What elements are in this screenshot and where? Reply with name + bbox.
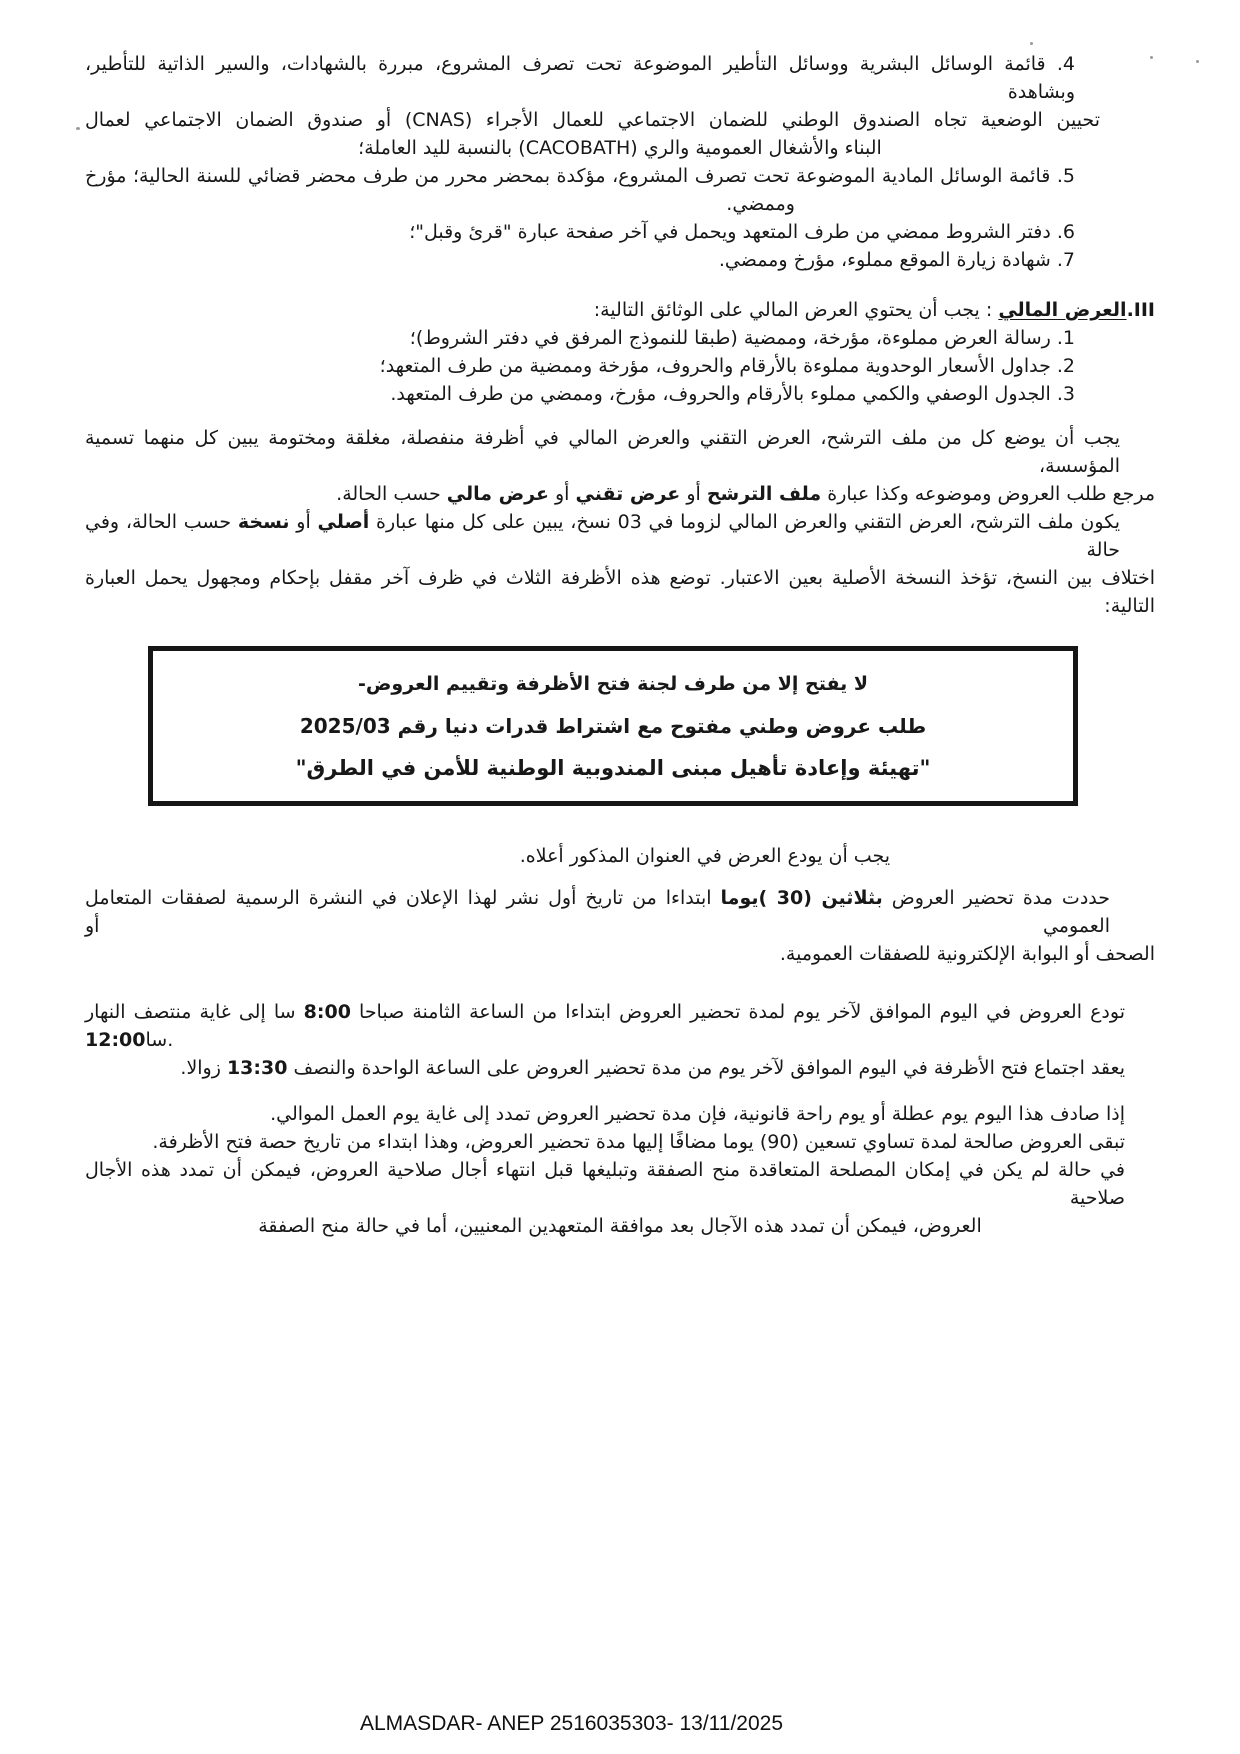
preparation-period-line-2: الصحف أو البوابة الإلكترونية للصفقات العمومية. bbox=[779, 943, 1155, 965]
candidacy-item-4-line-1: 4. قائمة الوسائل البشرية ووسائل التأطير الموضوعة تحت تصرف المشروع، مبررة بالشهادات، والسير الذاتية للتأطير، وبشاهدة bbox=[85, 53, 1075, 103]
candidacy-item-5-line-1: 5. قائمة الوسائل المادية الموضوعة تحت تصرف المشروع، مؤكدة بمحضر محرر من طرف محضر قضائي للسنة الحالية؛ مؤرخ bbox=[85, 165, 1075, 187]
validity-line-3: في حالة لم يكن في إمكان المصلحة المتعاقدة منح الصفقة وتبليغها قبل انتهاء أجال صلاحية العروض، فيمكن أن تمدد هذه الأجال صلاحية bbox=[85, 1159, 1125, 1209]
envelope-notice-box bbox=[148, 646, 1078, 806]
candidacy-item-4-line-2: تحيين الوضعية تجاه الصندوق الوطني للضمان الاجتماعي للعمال الأجراء (CNAS) أو صندوق الضمان الاجتماعي لعمال bbox=[85, 109, 1100, 131]
anep-footer: ALMASDAR- ANEP 2516035303- 13/11/2025 bbox=[360, 1712, 784, 1735]
notice-box-line-1: لا يفتح إلا من طرف لجنة فتح الأظرفة وتقييم العروض- bbox=[357, 673, 869, 695]
financial-offer-heading: III.العرض المالي : يجب أن يحتوي العرض المالي على الوثائق التالية: bbox=[593, 299, 1155, 321]
notice-box-project-title: "تهيئة وإعادة تأهيل مبنى المندوبية الوطنية للأمن في الطرق" bbox=[295, 756, 931, 780]
scan-speck bbox=[1030, 42, 1033, 45]
deposit-address-note: يجب أن يودع العرض في العنوان المذكور أعلاه. bbox=[519, 845, 890, 867]
candidacy-item-7: 7. شهادة زيارة الموقع مملوء، مؤرخ وممضي. bbox=[718, 249, 1075, 271]
financial-item-3: 3. الجدول الوصفي والكمي مملوء بالأرقام والحروف، مؤرخ، وممضي من طرف المتعهد. bbox=[390, 383, 1075, 405]
submission-hours-line-2: 12:00سا. bbox=[85, 1029, 174, 1051]
submission-hours-line-1: تودع العروض في اليوم الموافق لآخر يوم لمدة تحضير العروض ابتداءا من الساعة الثامنة صباحا 8:00 سا إلى غاية منتصف النهار bbox=[85, 1001, 1125, 1023]
financial-item-2: 2. جداول الأسعار الوحدوية مملوءة بالأرقام والحروف، مؤرخة وممضية من طرف المتعهد؛ bbox=[379, 355, 1075, 377]
validity-line-1: إذا صادف هذا اليوم يوم عطلة أو يوم راحة قانونية، فإن مدة تحضير العروض تمدد إلى غاية يوم العمل الموالي. bbox=[270, 1103, 1125, 1125]
opening-meeting-line: يعقد اجتماع فتح الأظرفة في اليوم الموافق لآخر يوم من مدة تحضير العروض على الساعة الواحدة والنصف 13:30 زوالا. bbox=[180, 1057, 1125, 1079]
validity-line-2: تبقى العروض صالحة لمدة تساوي تسعين (90) يوما مضافًا إليها مدة تحضير العروض، وهذا ابتداء من تاريخ حصة فتح الأظرفة. bbox=[152, 1131, 1125, 1153]
preparation-period-line-1: حددت مدة تحضير العروض بثلاثين (30 )يوما ابتداءا من تاريخ أول نشر لهذا الإعلان في النشرة الرسمية لصفقات المتعامل العمومي أو bbox=[85, 887, 1110, 937]
candidacy-item-5-line-2: وممضي. bbox=[726, 193, 795, 215]
notice-box-tender-number: طلب عروض وطني مفتوح مع اشتراط قدرات دنيا رقم 2025/03 bbox=[299, 714, 927, 738]
financial-item-1: 1. رسالة العرض مملوءة، مؤرخة، وممضية (طبقا للنموذج المرفق في دفتر الشروط)؛ bbox=[409, 327, 1075, 349]
envelopes-paragraph-1-line-2: مرجع طلب العروض وموضوعه وكذا عبارة ملف الترشح أو عرض تقني أو عرض مالي حسب الحالة. bbox=[336, 483, 1155, 505]
envelopes-paragraph-2-line-2: اختلاف بين النسخ، تؤخذ النسخة الأصلية بعين الاعتبار. توضع هذه الأظرفة الثلاث في ظرف آخر مقفل بإحكام ومجهول يحمل العبارة التالية: bbox=[85, 567, 1155, 617]
scan-speck bbox=[76, 127, 80, 130]
envelopes-paragraph-2-line-1: يكون ملف الترشح، العرض التقني والعرض المالي لزوما في 03 نسخ، يبين على كل منها عبارة أصلي أو نسخة حسب الحالة، وفي حالة bbox=[85, 511, 1120, 561]
candidacy-item-6: 6. دفتر الشروط ممضي من طرف المتعهد ويحمل في آخر صفحة عبارة "قرئ وقبل"؛ bbox=[409, 221, 1075, 243]
envelopes-paragraph-1-line-1: يجب أن يوضع كل من ملف الترشح، العرض التقني والعرض المالي في أظرفة منفصلة، مغلقة ومختومة يبين كل منهما تسمية المؤسسة، bbox=[85, 427, 1120, 477]
validity-line-4: العروض، فيمكن أن تمدد هذه الآجال بعد موافقة المتعهدين المعنيين، أما في حالة منح الصفقة bbox=[258, 1215, 982, 1237]
scan-speck bbox=[1196, 60, 1199, 63]
scan-speck bbox=[1150, 56, 1153, 59]
candidacy-item-4-line-3: البناء والأشغال العمومية والري (CACOBATH) بالنسبة لليد العاملة؛ bbox=[358, 137, 882, 159]
